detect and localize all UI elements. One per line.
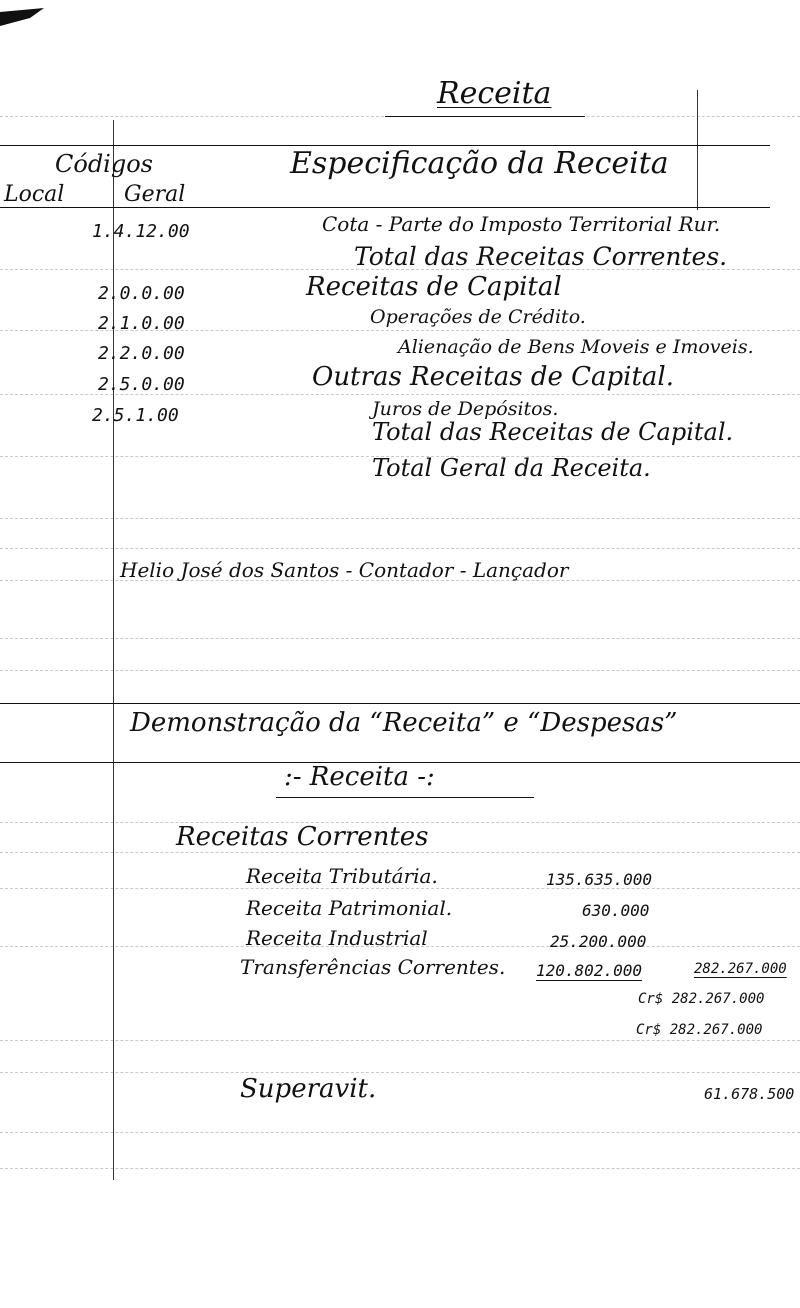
ruled-line	[0, 1132, 800, 1133]
subtitle-underline	[276, 797, 534, 798]
receita-item-value: 25.200.000	[550, 932, 647, 951]
accountant-signature: Helio José dos Santos - Contador - Lançador	[120, 558, 569, 582]
receita-item-value: 630.000	[582, 901, 650, 920]
receita-item-label: Receita Tributária.	[246, 864, 438, 888]
row-code: 2.5.1.00	[92, 405, 179, 426]
row-code: 2.1.0.00	[98, 313, 185, 334]
row-description: Alienação de Bens Moveis e Imoveis.	[398, 336, 754, 358]
ruled-line	[0, 1040, 800, 1041]
receita-subtitle: :- Receita -:	[284, 762, 435, 792]
receita-item-value: 120.802.000	[536, 961, 642, 980]
header-geral: Geral	[124, 182, 186, 207]
ruled-line	[0, 1168, 800, 1169]
receita-item-label: Receita Industrial	[246, 926, 428, 950]
ruled-line	[0, 1072, 800, 1073]
row-description: Outras Receitas de Capital.	[312, 362, 675, 392]
carry-total: Cr$ 282.267.000	[636, 1022, 763, 1038]
row-description: Total das Receitas Correntes.	[354, 242, 728, 271]
column-divider	[113, 120, 114, 1180]
header-local: Local	[4, 182, 65, 207]
demonstracao-title: Demonstração da “Receita” e “Despesas”	[130, 708, 678, 738]
receitas-correntes-total: 282.267.000	[694, 961, 787, 977]
row-code: 2.5.0.00	[98, 374, 185, 395]
ruled-line	[0, 548, 800, 549]
carry-total: Cr$ 282.267.000	[638, 991, 765, 1007]
header-bottom-rule	[0, 207, 770, 208]
ruled-line	[0, 888, 800, 889]
receita-item-label: Transferências Correntes.	[240, 955, 506, 979]
row-code: 2.2.0.00	[98, 343, 185, 364]
row-description: Receitas de Capital	[306, 272, 562, 302]
row-code: 2.0.0.00	[98, 283, 185, 304]
row-description: Juros de Depósitos.	[372, 398, 559, 420]
row-description: Cota - Parte do Imposto Territorial Rur.	[322, 212, 721, 236]
receita-title: Receita	[437, 76, 552, 111]
superavit-label: Superavit.	[240, 1074, 377, 1104]
header-codigos: Códigos	[55, 150, 153, 178]
superavit-value: 61.678.500	[704, 1085, 795, 1103]
ruled-line	[0, 852, 800, 853]
row-code: 1.4.12.00	[92, 221, 190, 242]
header-especificacao: Especificação da Receita	[290, 146, 669, 181]
receita-item-value: 135.635.000	[546, 870, 652, 889]
ruled-line	[0, 518, 800, 519]
row-description: Total das Receitas de Capital.	[372, 418, 734, 446]
corner-ink-mark	[0, 6, 44, 26]
column-divider	[697, 90, 698, 210]
title-underline	[385, 116, 585, 117]
section-top-rule	[0, 703, 800, 704]
receita-item-label: Receita Patrimonial.	[246, 896, 453, 920]
row-description: Total Geral da Receita.	[372, 454, 651, 482]
receitas-correntes-heading: Receitas Correntes	[176, 822, 429, 852]
ruled-line	[0, 638, 800, 639]
ruled-line	[0, 670, 800, 671]
row-description: Operações de Crédito.	[370, 306, 586, 328]
